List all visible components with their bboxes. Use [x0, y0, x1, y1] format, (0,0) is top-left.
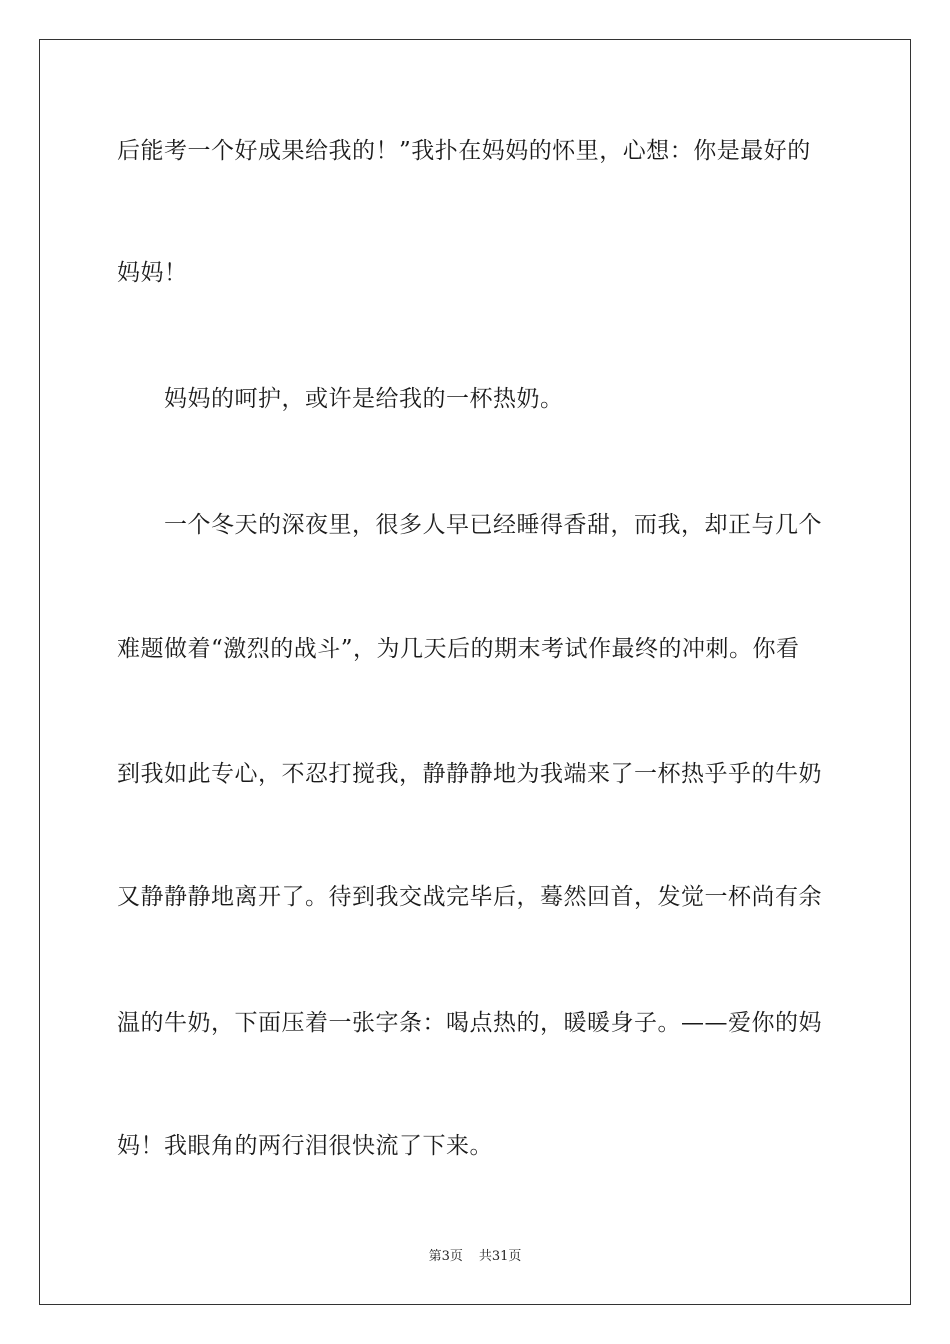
total-pages: 共31页 — [478, 1249, 522, 1264]
text-line-1: 后能考一个好成果给我的！”我扑在妈妈的怀里，心想：你是最好的 — [117, 138, 811, 164]
page-border — [39, 39, 911, 1305]
text-line-8: 温的牛奶，下面压着一张字条：喝点热的，暖暖身子。——爱你的妈 — [117, 1010, 822, 1036]
page-number: 第3页 — [428, 1249, 463, 1264]
text-line-9: 妈！我眼角的两行泪很快流了下来。 — [117, 1133, 493, 1159]
text-line-6: 到我如此专心，不忍打搅我，静静静地为我端来了一杯热乎乎的牛奶 — [117, 761, 822, 787]
text-line-4: 一个冬天的深夜里，很多人早已经睡得香甜，而我，却正与几个 — [164, 512, 822, 538]
text-line-2: 妈妈！ — [117, 260, 188, 286]
text-line-7: 又静静静地离开了。待到我交战完毕后，蓦然回首，发觉一杯尚有余 — [117, 884, 822, 910]
text-line-5: 难题做着“激烈的战斗”，为几天后的期末考试作最终的冲刺。你看 — [117, 636, 800, 662]
text-line-3: 妈妈的呵护，或许是给我的一杯热奶。 — [164, 386, 564, 412]
page-footer — [0, 1248, 950, 1266]
